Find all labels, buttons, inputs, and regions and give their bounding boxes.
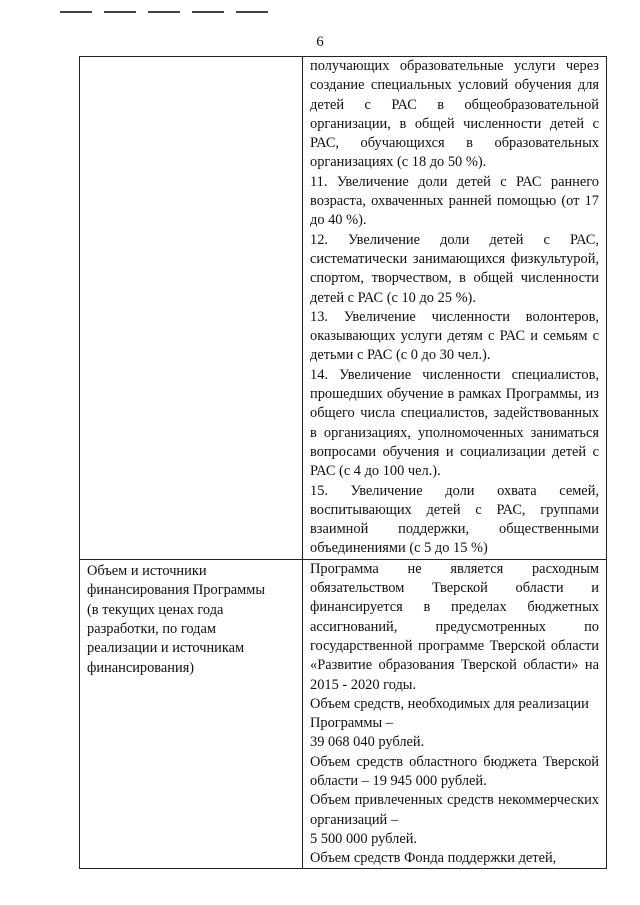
nonprofit-volume-value: 5 500 000 рублей. (310, 830, 418, 847)
target-indicator-11: 11. Увеличение доли детей с РАС раннего возраста, охваченных ранней помощью (от 17 до 40 %). (310, 173, 599, 229)
total-volume-value: 39 068 040 рублей. (310, 734, 425, 751)
fund-volume-label: Объем средств Фонда поддержки детей, (310, 850, 557, 867)
financing-label-cell (80, 559, 303, 869)
financing-label-line: разработки, по годам (87, 620, 216, 637)
financing-label-line: (в текущих ценах года (87, 601, 224, 618)
target-indicator-15: 15. Увеличение доли охвата семей, воспитывающих детей с РАС, группами взаимной поддержки, общественными объединениями (с 5 до 15 %) (310, 482, 599, 557)
financing-label-line: Объем и источники (87, 562, 207, 579)
target-indicator-12: 12. Увеличение доли детей с РАС, систематически занимающихся физкультурой, спортом, творчеством, в общей численности детей с РАС (с 10 до 25 %). (310, 231, 599, 306)
table-row-targets (80, 57, 607, 560)
financing-label-line: финансирования) (87, 659, 195, 676)
target-indicator-14: 14. Увеличение численности специалистов, прошедших обучение в рамках Программы, из общего числа специалистов, задействованных в организациях, уполномоченных заниматься вопросами обучения и социализации детей с РАС (с 4 до 100 чел.). (310, 366, 599, 480)
row1-label-cell (80, 57, 303, 560)
target-indicator-13: 13. Увеличение численности волонтеров, оказывающих услуги детям с РАС и семьям с детьми с РАС (с 0 до 30 чел.). (310, 308, 599, 364)
scan-marks (60, 0, 280, 18)
nonprofit-volume-label: Объем привлеченных средств некоммерческих организаций – (310, 792, 599, 828)
passport-table (79, 56, 607, 869)
financing-statement: Программа не является расходным обязательством Тверской области и финансируется в пределах бюджетных ассигнований, предусмотренных по государственной программе Тверской области «Развитие образования Тверской области» на 2015 - 2020 годы. (310, 560, 599, 693)
financing-label-line: финансирования Программы (87, 582, 266, 599)
page-number: 6 (316, 34, 324, 50)
financing-value-cell (303, 559, 607, 869)
financing-label-line: реализации и источникам (87, 640, 245, 657)
table-row-financing (80, 559, 607, 869)
total-volume-label: Объем средств, необходимых для реализации Программы – (310, 695, 589, 732)
regional-budget-volume: Объем средств областного бюджета Тверской области – 19 945 000 рублей. (310, 753, 599, 789)
target-indicator-10-cont: получающих образовательные услуги через создание специальных условий обучения для детей с РАС в общеобразовательной организации, в общей численности детей с РАС, обучающихся в образовательных организациях (с 18 до 50 %). (310, 58, 599, 171)
row1-value-cell (303, 57, 607, 560)
